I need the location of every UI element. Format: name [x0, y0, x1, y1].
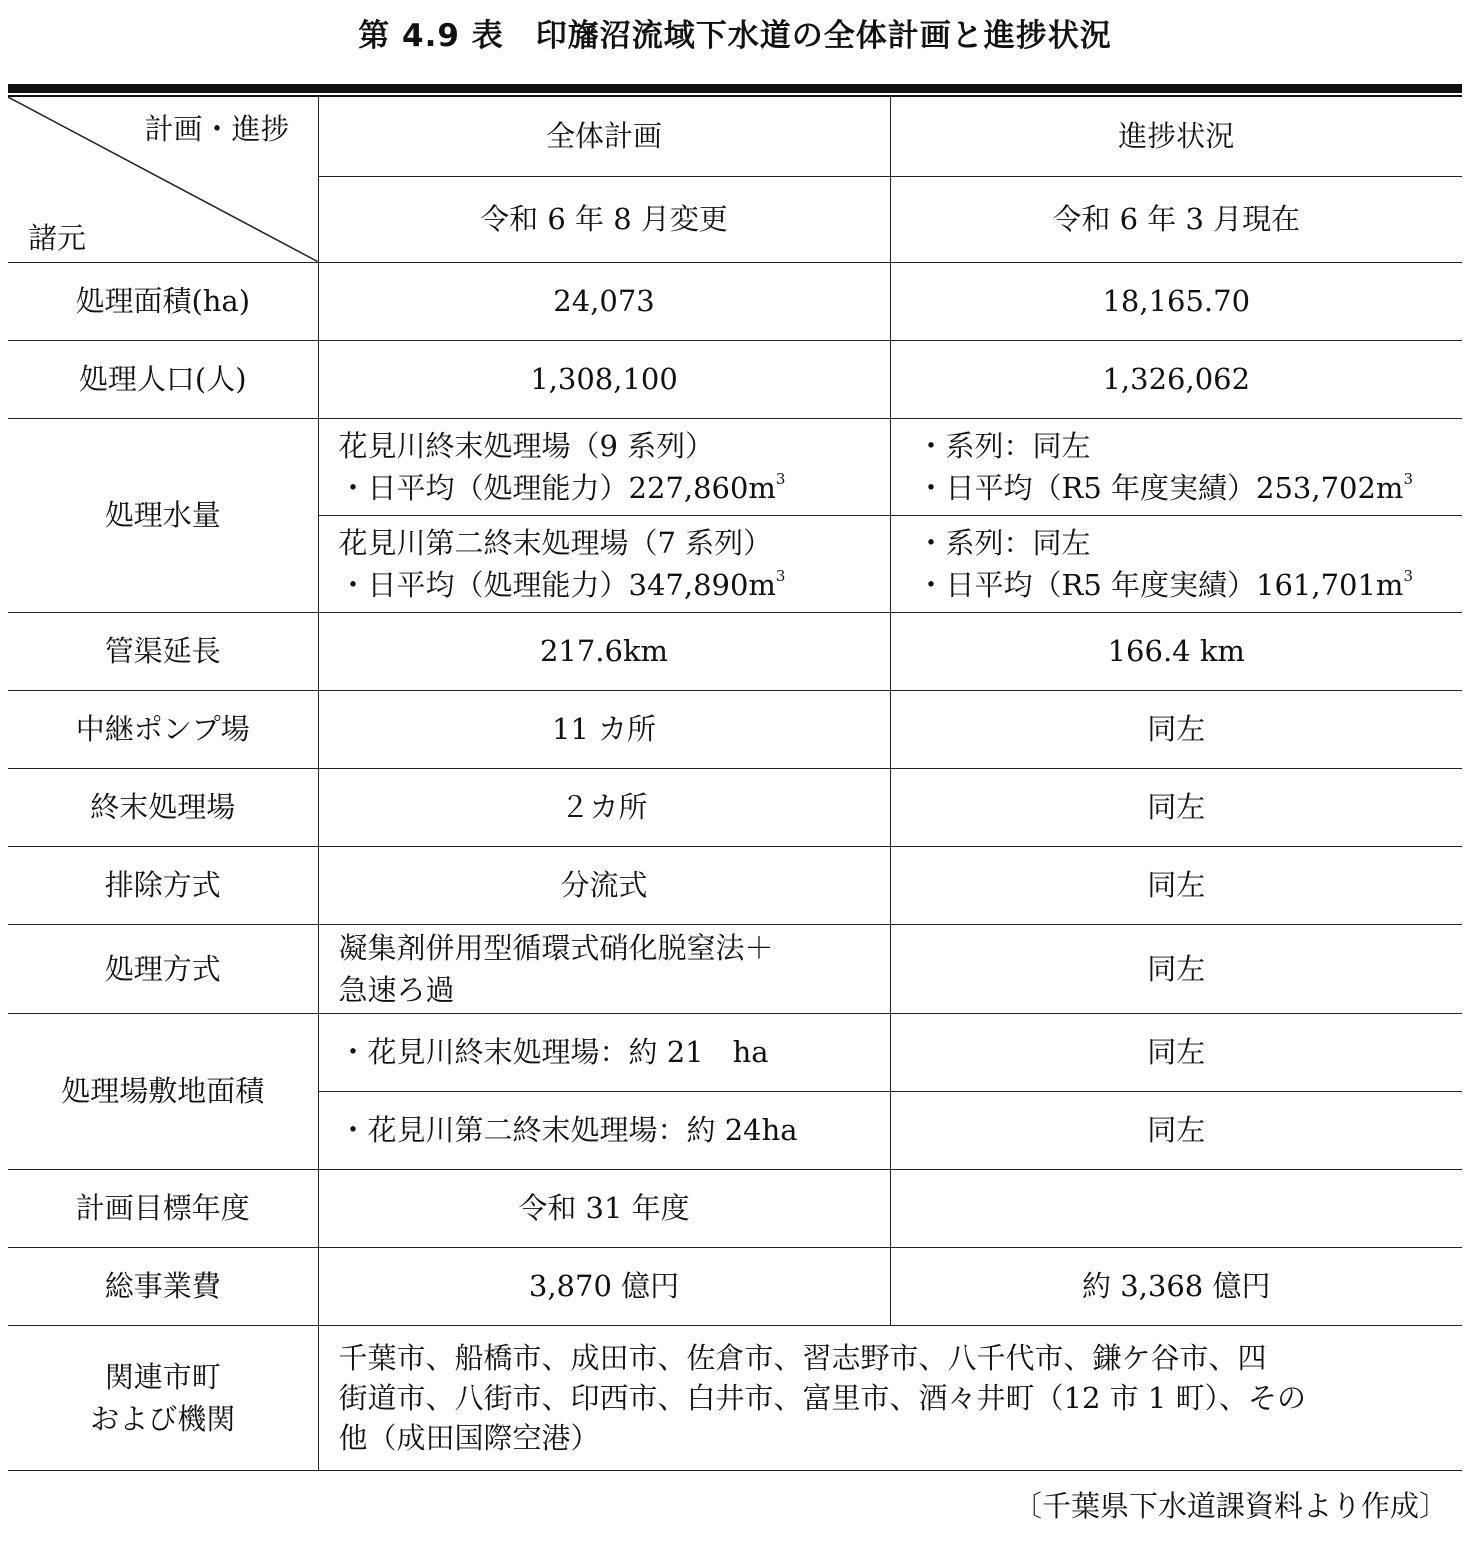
- table-row: [8, 1013, 1462, 1091]
- progress-target: [890, 1169, 1462, 1247]
- related-municipalities: [318, 1325, 1462, 1470]
- plan-water-hanamigawa: [318, 418, 890, 515]
- plan-method-line2: 急速ろ過: [338, 972, 455, 1007]
- table-row: [8, 1325, 1462, 1470]
- cubic-unit: 3: [1403, 469, 1413, 488]
- plan-site-hanamigawa-2: ・花見川第二終末処理場：約 24ha: [318, 1091, 890, 1169]
- related-municipalities-line1: 千葉市、船橋市、成田市、佐倉市、習志野市、八千代市、鎌ケ谷市、四: [338, 1340, 1267, 1375]
- table-row: [8, 612, 1462, 690]
- row-label-target: 計画目標年度: [8, 1169, 318, 1247]
- top-rule-thick: [8, 84, 1462, 93]
- plan-method-line1: 凝集剤併用型循環式硝化脱窒法＋: [338, 930, 774, 965]
- progress-water-hanamigawa: [890, 418, 1462, 515]
- row-label-cost: 総事業費: [8, 1247, 318, 1325]
- progress-water-hanamigawa-value: ・日平均（R5 年度実績）253,702m: [916, 470, 1404, 505]
- progress-area: 18,165.70: [890, 262, 1462, 340]
- cubic-unit: 3: [775, 566, 786, 585]
- plan-area: 24,073: [318, 262, 890, 340]
- plan-target: 令和 31 年度: [318, 1169, 890, 1247]
- row-label-pipe: 管渠延長: [8, 612, 318, 690]
- plan-cost: 3,870 億円: [318, 1247, 890, 1325]
- plan-water-hanamigawa-2: [318, 515, 890, 612]
- table-row: [8, 690, 1462, 768]
- progress-water-hanamigawa-line1: ・系列：同左: [916, 428, 1091, 463]
- plan-water-hanamigawa-2-value: ・日平均（処理能力）347,890m: [338, 567, 776, 602]
- row-label-water: 処理水量: [8, 418, 318, 612]
- progress-site-hanamigawa: 同左: [890, 1013, 1462, 1091]
- plan-drain: 分流式: [318, 846, 890, 924]
- plan-water-hanamigawa-line2: [339, 467, 890, 509]
- column-header-plan: 全体計画: [318, 97, 890, 176]
- progress-water-hanamigawa-2-value: ・日平均（R5 年度実績）161,701m: [916, 567, 1404, 602]
- plan-population: 1,308,100: [318, 340, 890, 418]
- progress-method: 同左: [890, 924, 1462, 1013]
- table-row: [8, 340, 1462, 418]
- progress-drain: 同左: [890, 846, 1462, 924]
- sewerage-plan-table: [8, 97, 1462, 1471]
- plan-water-hanamigawa-line1: 花見川終末処理場（9 系列）: [338, 428, 715, 463]
- row-label-site: 処理場敷地面積: [8, 1013, 318, 1169]
- plan-water-hanamigawa-value: ・日平均（処理能力）227,860m: [338, 470, 776, 505]
- progress-water-hanamigawa-2: [890, 515, 1462, 612]
- progress-cost: 約 3,368 億円: [890, 1247, 1462, 1325]
- table-row: [8, 418, 1462, 515]
- progress-plant: 同左: [890, 768, 1462, 846]
- table-row: [8, 1247, 1462, 1325]
- table-row: [8, 924, 1462, 1013]
- row-label-related-line1: 関連市町: [104, 1359, 221, 1394]
- row-label-pump: 中継ポンプ場: [8, 690, 318, 768]
- progress-water-hanamigawa-2-line2: [917, 564, 1463, 606]
- table-row: [8, 846, 1462, 924]
- related-municipalities-line3: 他（成田国際空港）: [338, 1420, 600, 1455]
- row-label-drain: 排除方式: [8, 846, 318, 924]
- plan-date: 令和 6 年 8 月変更: [318, 176, 890, 262]
- corner-header-cell: [8, 97, 318, 262]
- plan-site-hanamigawa: ・花見川終末処理場：約 21 ha: [318, 1013, 890, 1091]
- table-row: [8, 768, 1462, 846]
- column-header-progress: 進捗状況: [890, 97, 1462, 176]
- progress-pump: 同左: [890, 690, 1462, 768]
- progress-site-hanamigawa-2: 同左: [890, 1091, 1462, 1169]
- row-label-plant: 終末処理場: [8, 768, 318, 846]
- plan-water-hanamigawa-2-line2: [339, 564, 890, 606]
- row-label-related: [8, 1325, 318, 1470]
- plan-water-hanamigawa-2-line1: 花見川第二終末処理場（7 系列）: [338, 525, 773, 560]
- table-title: 第 4.9 表 印旛沼流域下水道の全体計画と進捗状況: [358, 18, 1112, 54]
- related-municipalities-line2: 街道市、八街市、印西市、白井市、富里市、酒々井町（12 市 1 町）、その: [338, 1380, 1307, 1415]
- cubic-unit: 3: [775, 469, 786, 488]
- progress-water-hanamigawa-2-line1: ・系列：同左: [916, 525, 1091, 560]
- row-label-related-line2: および機関: [90, 1401, 236, 1436]
- corner-label-bottom: 諸元: [28, 220, 87, 255]
- plan-pump: 11 カ所: [318, 690, 890, 768]
- progress-date: 令和 6 年 3 月現在: [890, 176, 1462, 262]
- progress-pipe: 166.4 km: [890, 612, 1462, 690]
- plan-plant: ２カ所: [318, 768, 890, 846]
- row-label-area: 処理面積(ha): [8, 262, 318, 340]
- source-note: 〔千葉県下水道課資料より作成〕: [1012, 1489, 1448, 1523]
- plan-pipe: 217.6km: [318, 612, 890, 690]
- progress-water-hanamigawa-line2: [917, 467, 1463, 509]
- corner-label-top: 計画・進捗: [144, 112, 290, 146]
- progress-population: 1,326,062: [890, 340, 1462, 418]
- table-row: [8, 262, 1462, 340]
- plan-method: [318, 924, 890, 1013]
- cubic-unit: 3: [1403, 566, 1413, 585]
- row-label-method: 処理方式: [8, 924, 318, 1013]
- row-label-population: 処理人口(人): [8, 340, 318, 418]
- table-row: [8, 97, 1462, 176]
- table-row: [8, 1169, 1462, 1247]
